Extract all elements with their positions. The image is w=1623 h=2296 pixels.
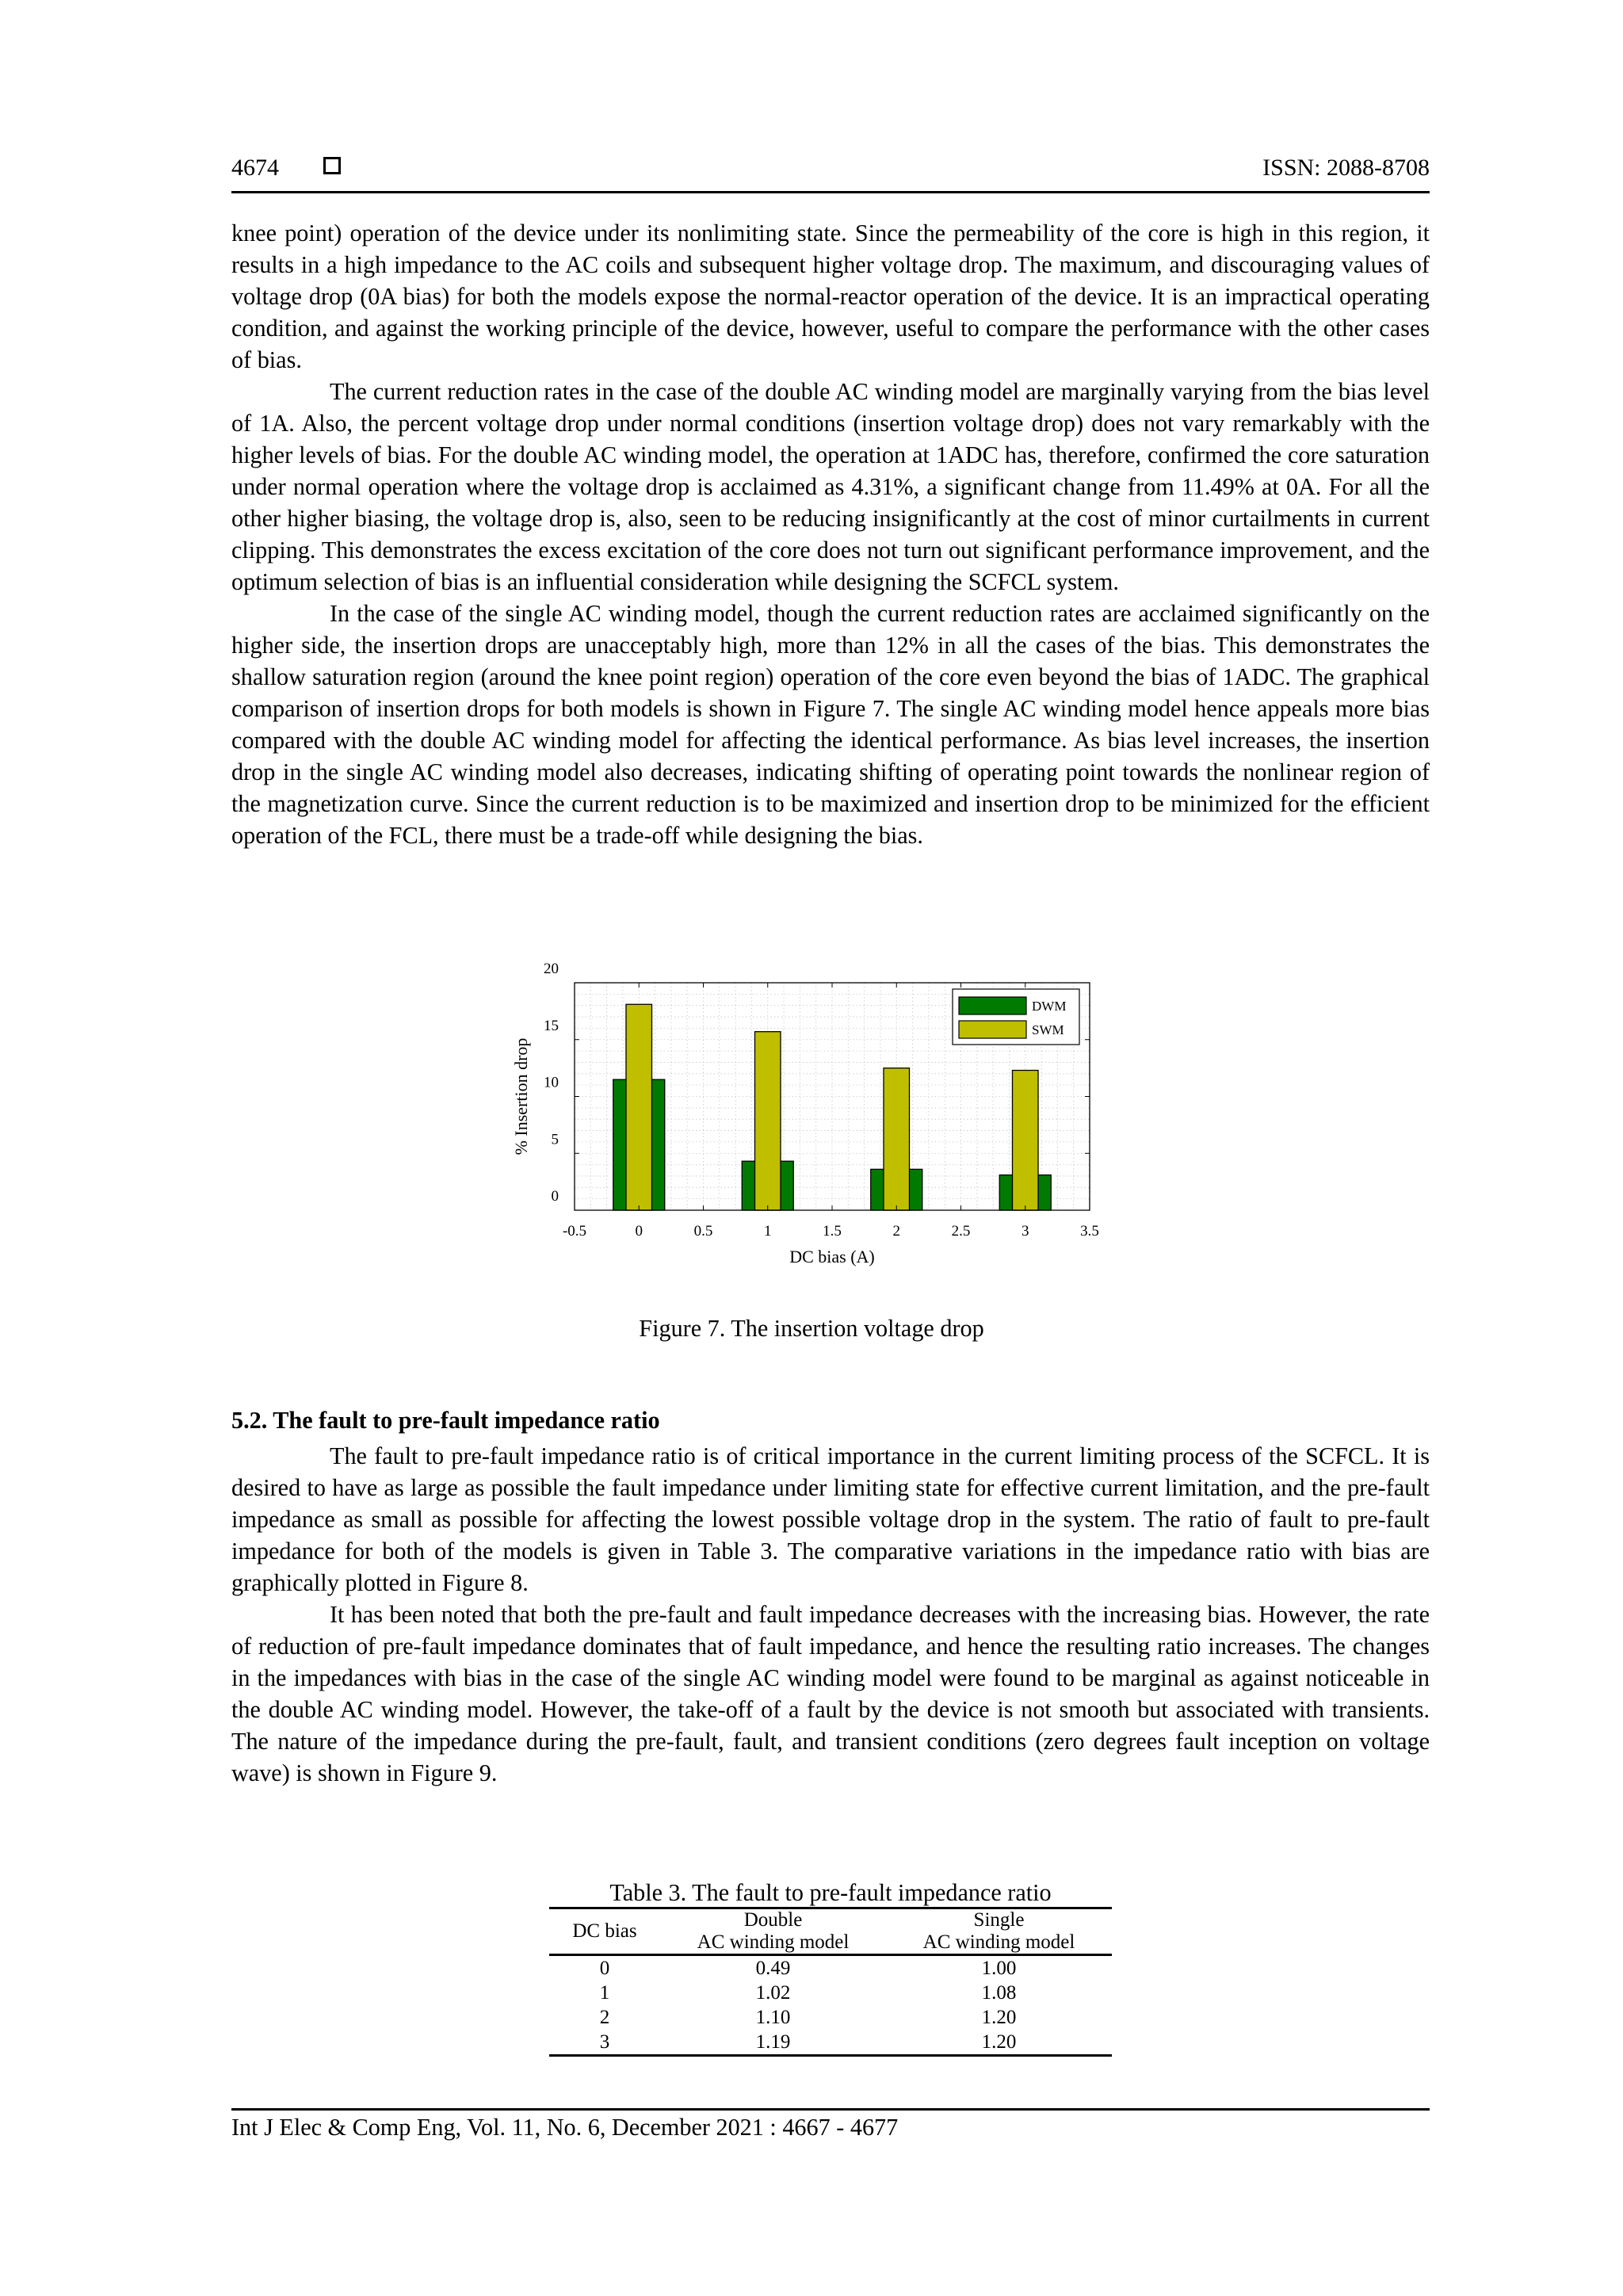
legend-swatch — [959, 997, 1026, 1014]
x-tick-label: 3 — [1022, 1223, 1029, 1240]
col-header-double-sub: AC winding model — [660, 1931, 886, 1955]
x-tick-label: 3.5 — [1080, 1223, 1099, 1240]
insertion-drop-bar-chart — [491, 963, 1125, 1280]
bar-swm — [884, 1068, 910, 1210]
table-caption: Table 3. The fault to pre-fault impedance ratio — [609, 1879, 1052, 1906]
bar-swm — [626, 1004, 652, 1210]
table-row — [549, 1981, 1112, 2005]
table-cell: 1.10 — [755, 2007, 791, 2028]
body-text-section — [231, 1440, 1430, 1789]
checkbox-square-icon — [323, 157, 341, 174]
y-tick-label: 10 — [544, 1074, 559, 1091]
x-tick-label: 0 — [635, 1223, 643, 1240]
x-tick-label: 0.5 — [693, 1223, 713, 1240]
y-axis-label: % Insertion drop — [511, 1037, 531, 1156]
paragraph: The fault to pre-fault impedance ratio is of critical importance in the current limiting process of the SCFCL. It is desired to have as large as possible the fault impedance under limiting state for effective current limitation, and the pre-fault impedance as small as possible for affecting the lowest possible voltage drop in the system. The ratio of fault to pre-fault impedance for both of the models is given in Table 3. The comparative variations in the impedance ratio with bias are graphically plotted in Figure 8. — [231, 1442, 1430, 1596]
x-tick-label: 1.5 — [823, 1223, 842, 1240]
y-tick-label: 0 — [551, 1188, 559, 1205]
table-row — [549, 1955, 1112, 1981]
x-tick-label: 2.5 — [951, 1223, 971, 1240]
y-tick-label: 20 — [544, 963, 559, 977]
x-axis-label: DC bias (A) — [789, 1247, 875, 1266]
table-row — [549, 2030, 1112, 2056]
table-cell: 0.49 — [755, 1958, 791, 1979]
table-cell: 1 — [599, 1982, 610, 2004]
table-cell: 1.20 — [981, 2031, 1017, 2053]
x-tick-label: -0.5 — [562, 1223, 587, 1240]
table-cell: 1.00 — [981, 1958, 1017, 1979]
page-number: 4674 — [231, 155, 279, 181]
footer-citation: Int J Elec & Comp Eng, Vol. 11, No. 6, December 2021 : 4667 - 4677 — [231, 2114, 899, 2141]
x-tick-label: 2 — [892, 1223, 900, 1240]
table-cell: 1.08 — [981, 1982, 1017, 2004]
legend-label: SWM — [1032, 1022, 1064, 1037]
table-cell: 1.20 — [981, 2007, 1017, 2028]
footer-rule — [231, 2108, 1430, 2111]
section-heading: 5.2. The fault to pre-fault impedance ratio — [231, 1407, 660, 1434]
impedance-ratio-table — [549, 1907, 1112, 2057]
table-cell: 2 — [599, 2007, 610, 2028]
paragraph: The current reduction rates in the case of the double AC winding model are marginally varying from the bias level of 1A. Also, the percent voltage drop under normal conditions (insertion voltage drop) does not vary remarkably with the higher levels of bias. For the double AC winding model, the operation at 1ADC has, therefore, confirmed the core saturation under normal operation where the voltage drop is acclaimed as 4.31%, a significant change from 11.49% at 0A. For all the other higher biasing, the voltage drop is, also, seen to be reducing insignificantly at the cost of minor curtailments in current clipping. This demonstrates the excess excitation of the core does not turn out significant performance improvement, and the optimum selection of bias is an influential consideration while designing the SCFCL system. — [231, 378, 1430, 595]
col-header-single-sub: AC winding model — [886, 1931, 1112, 1955]
issn: ISSN: 2088-8708 — [1262, 155, 1430, 181]
paragraph: In the case of the single AC winding model, though the current reduction rates are acclaimed significantly on the higher side, the insertion drops are unacceptably high, more than 12% in all the cases of the bias. This demonstrates the shallow saturation region (around the knee point region) operation of the core even beyond the bias of 1ADC. The graphical comparison of insertion drops for both models is shown in Figure 7. The single AC winding model hence appeals more bias compared with the double AC winding model for affecting the identical performance. As bias level increases, the insertion drop in the single AC winding model also decreases, indicating shifting of operating point towards the nonlinear region of the magnetization curve. Since the current reduction is to be maximized and insertion drop to be minimized for the efficient operation of the FCL, there must be a trade-off while designing the bias. — [231, 600, 1430, 849]
table-cell: 0 — [599, 1958, 610, 1979]
table-cell: 1.19 — [755, 2031, 791, 2053]
col-header-dc-bias: DC bias — [549, 1908, 660, 1955]
header-rule — [231, 191, 1430, 193]
figure-caption: Figure 7. The insertion voltage drop — [639, 1315, 984, 1342]
table-3 — [549, 1878, 1112, 2057]
legend-swatch — [959, 1021, 1026, 1038]
col-header-single: Single — [973, 1909, 1025, 1931]
table-cell: 3 — [599, 2031, 610, 2053]
legend-label: DWM — [1032, 999, 1067, 1014]
col-header-double: Double — [743, 1909, 803, 1931]
bar-swm — [755, 1032, 781, 1210]
table-cell: 1.02 — [755, 1982, 791, 2004]
bar-swm — [1013, 1070, 1039, 1210]
paragraph: It has been noted that both the pre-fault and fault impedance decreases with the increasing bias. However, the rate of reduction of pre-fault impedance dominates that of fault impedance, and hence the resulting ratio increases. The changes in the impedances with bias in the case of the single AC winding model were found to be marginal as against noticeable in the double AC winding model. However, the take-off of a fault by the device is not smooth but associated with transients. The nature of the impedance during the pre-fault, fault, and transient conditions (zero degrees fault inception on voltage wave) is shown in Figure 9. — [231, 1601, 1430, 1786]
paragraph: knee point) operation of the device under its nonlimiting state. Since the permeability of the core is high in this region, it results in a high impedance to the AC coils and subsequent higher voltage drop. The maximum, and discouraging values of voltage drop (0A bias) for both the models expose the normal-reactor operation of the device. It is an impractical operating condition, and against the working principle of the device, however, useful to compare the performance with the other cases of bias. — [231, 220, 1430, 373]
y-tick-label: 15 — [544, 1017, 559, 1034]
x-tick-label: 1 — [764, 1223, 772, 1240]
table-row — [549, 2005, 1112, 2030]
body-text-top — [231, 217, 1430, 851]
y-tick-label: 5 — [551, 1131, 559, 1148]
